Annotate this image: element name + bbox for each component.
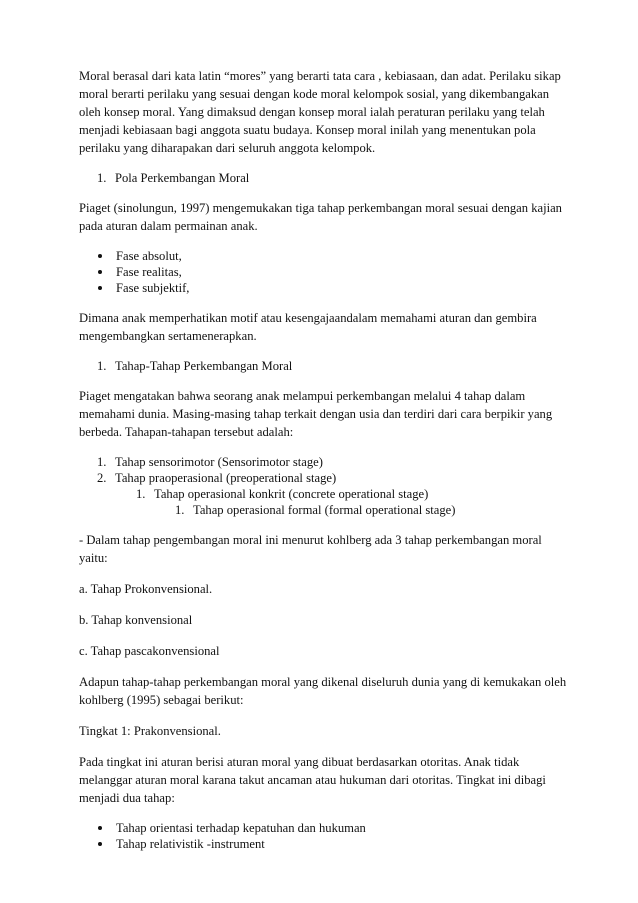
list-item-text: Tahap orientasi terhadap kepatuhan dan hukuman <box>116 821 366 835</box>
bullet-icon <box>98 254 102 258</box>
list-item <box>79 470 569 486</box>
phase-list <box>79 248 569 296</box>
list-item <box>79 486 569 502</box>
list-item <box>79 820 569 836</box>
list-number: 1. <box>97 455 107 469</box>
heading-number: 1. <box>97 171 107 185</box>
heading-text: Pola Perkembangan Moral <box>115 171 250 185</box>
kohlberg-item-b: b. Tahap konvensional <box>79 613 193 627</box>
paragraph-level1: Pada tingkat ini aturan berisi aturan moral yang dibuat berdasarkan otoritas. Anak tidak melanggar aturan moral karana takut ancaman atau hukuman dari otoritas. Tingkat ini dibagi menjadi dua tahap: <box>79 755 546 805</box>
stage-list <box>79 454 569 518</box>
paragraph-stages-intro: Piaget mengatakan bahwa seorang anak melampui perkembangan melalui 4 tahap dalam memahami dunia. Masing-masing tahap terkait dengan usia dan terdiri dari cara berpikir yang berbeda. Tahapan-tahapan tersebut adalah: <box>79 389 553 439</box>
list-item-text: Fase absolut, <box>116 249 182 263</box>
paragraph-intro: Moral berasal dari kata latin “mores” yang berarti tata cara , kebiasaan, dan adat. Perilaku sikap moral berarti perilaku yang sesuai dengan kode moral kelompok sosial, yang dikembangakan oleh konsep moral. Yang dimaksud dengan konsep moral ialah peraturan perilaku yang telah menjadi kebiasaan bagi anggota suatu budaya. Konsep moral inilah yang menentukan pola perilaku yang diharapakan dari seluruh anggota kelompok. <box>79 69 561 155</box>
document-body <box>79 67 569 852</box>
bullet-icon <box>98 286 102 290</box>
list-number: 1. <box>175 503 185 517</box>
bullet-icon <box>98 270 102 274</box>
list-item <box>79 454 569 470</box>
heading-number: 1. <box>97 359 107 373</box>
list-item-text: Tahap praoperasional (preoperational stage) <box>115 471 337 485</box>
list-number: 2. <box>97 471 107 485</box>
list-item-text: Fase realitas, <box>116 265 182 279</box>
list-item-text: Tahap relativistik -instrument <box>116 837 265 851</box>
paragraph-piaget: Piaget (sinolungun, 1997) mengemukakan tiga tahap perkembangan moral sesuai dengan kajian pada aturan dalam permainan anak. <box>79 201 562 233</box>
list-item-text: Tahap operasional formal (formal operational stage) <box>193 503 456 517</box>
heading-item <box>79 170 569 186</box>
list-item <box>79 280 569 296</box>
list-item-text: Fase subjektif, <box>116 281 190 295</box>
list-item <box>79 248 569 264</box>
list-item <box>79 836 569 852</box>
bullet-icon <box>98 842 102 846</box>
list-item <box>79 264 569 280</box>
kohlberg-item-c: c. Tahap pascakonvensional <box>79 644 220 658</box>
paragraph-kohlberg-stages: Adapun tahap-tahap perkembangan moral yang dikenal diseluruh dunia yang di kemukakan oleh kohlberg (1995) sebagai berikut: <box>79 675 567 707</box>
paragraph-motif: Dimana anak memperhatikan motif atau kesengajaandalam memahami aturan dan gembira mengembangkan sertamenerapkan. <box>79 311 537 343</box>
heading-text: Tahap-Tahap Perkembangan Moral <box>115 359 293 373</box>
bullet-icon <box>98 826 102 830</box>
list-item-text: Tahap sensorimotor (Sensorimotor stage) <box>115 455 323 469</box>
list-item <box>79 502 569 518</box>
level1-heading: Tingkat 1: Prakonvensional. <box>79 724 221 738</box>
paragraph-kohlberg: - Dalam tahap pengembangan moral ini menurut kohlberg ada 3 tahap perkembangan moral yaitu: <box>79 533 542 565</box>
heading-pola <box>79 170 569 186</box>
kohlberg-item-a: a. Tahap Prokonvensional. <box>79 582 213 596</box>
list-item-text: Tahap operasional konkrit (concrete operational stage) <box>154 487 429 501</box>
level1-stage-list <box>79 820 569 852</box>
heading-tahap <box>79 358 569 374</box>
list-number: 1. <box>136 487 146 501</box>
heading-item <box>79 358 569 374</box>
